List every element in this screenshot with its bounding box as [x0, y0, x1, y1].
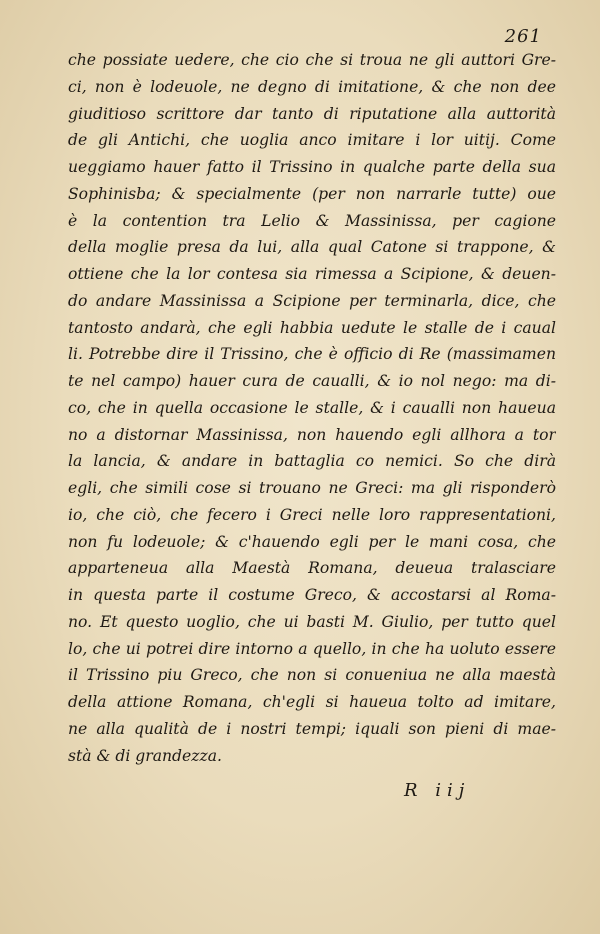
page-number: 261	[504, 26, 542, 47]
text-line: no a distornar Massinissa, non hauendo egli allhora a tor	[68, 425, 556, 444]
text-line: della moglie presa da lui, alla qual Catone si trappone, &	[68, 238, 556, 257]
text-line: giuditioso scrittore dar tanto di riputatione alla auttorità	[68, 104, 556, 123]
text-line-last: stà & di grandezza.	[68, 746, 222, 765]
text-line: io, che ciò, che fecero i Greci nelle loro rappresentationi,	[68, 505, 556, 524]
text-line: lo, che ui potrei dire intorno a quello, in che ha uoluto essere	[68, 639, 556, 658]
signature-mark: R iij	[404, 780, 471, 801]
text-line: ueggiamo hauer fatto il Trissino in qualche parte della sua	[68, 158, 556, 176]
text-line: è la contention tra Lelio & Massinissa, per cagione	[68, 211, 556, 230]
text-line: ottiene che la lor contesa sia rimessa a Scipione, & deuen-	[68, 265, 556, 283]
text-line: de gli Antichi, che uoglia anco imitare i lor uitij. Come	[68, 131, 556, 150]
text-line: no. Et questo uoglio, che ui basti M. Giulio, per tutto quel	[68, 612, 556, 631]
text-line: Sophinisba; & specialmente (per non narrarle tutte) oue	[68, 184, 556, 203]
text-line: la lancia, & andare in battaglia co nemici. So che dirà	[68, 452, 556, 471]
text-line: co, che in quella occasione le stalle, & i caualli non haueua	[68, 398, 556, 417]
body-text	[68, 47, 556, 769]
text-line: il Trissino piu Greco, che non si conueniua ne alla maestà	[68, 666, 556, 685]
text-line: egli, che simili cose si trouano ne Greci: ma gli risponderò	[68, 479, 556, 497]
text-line: ne alla qualità de i nostri tempi; iquali son pieni di mae-	[68, 719, 556, 738]
text-line: che possiate uedere, che cio che si troua ne gli auttori Gre-	[68, 51, 556, 69]
text-line: te nel campo) hauer cura de caualli, & io nol nego: ma di-	[68, 372, 556, 390]
text-line: della attione Romana, ch'egli si haueua tolto ad imitare,	[68, 693, 556, 711]
text-line: ci, non è lodeuole, ne degno di imitatione, & che non dee	[68, 77, 556, 96]
text-line: do andare Massinissa a Scipione per terminarla, dice, che	[68, 291, 556, 310]
text-line: in questa parte il costume Greco, & accostarsi al Roma-	[68, 586, 556, 604]
text-line: non fu lodeuole; & c'hauendo egli per le mani cosa, che	[68, 532, 556, 551]
text-line: tantosto andarà, che egli habbia uedute le stalle de i caual	[68, 318, 556, 337]
text-line: apparteneua alla Maestà Romana, deueua tralasciare	[68, 559, 556, 578]
text-line: li. Potrebbe dire il Trissino, che è officio di Re (massimamen	[68, 345, 556, 364]
